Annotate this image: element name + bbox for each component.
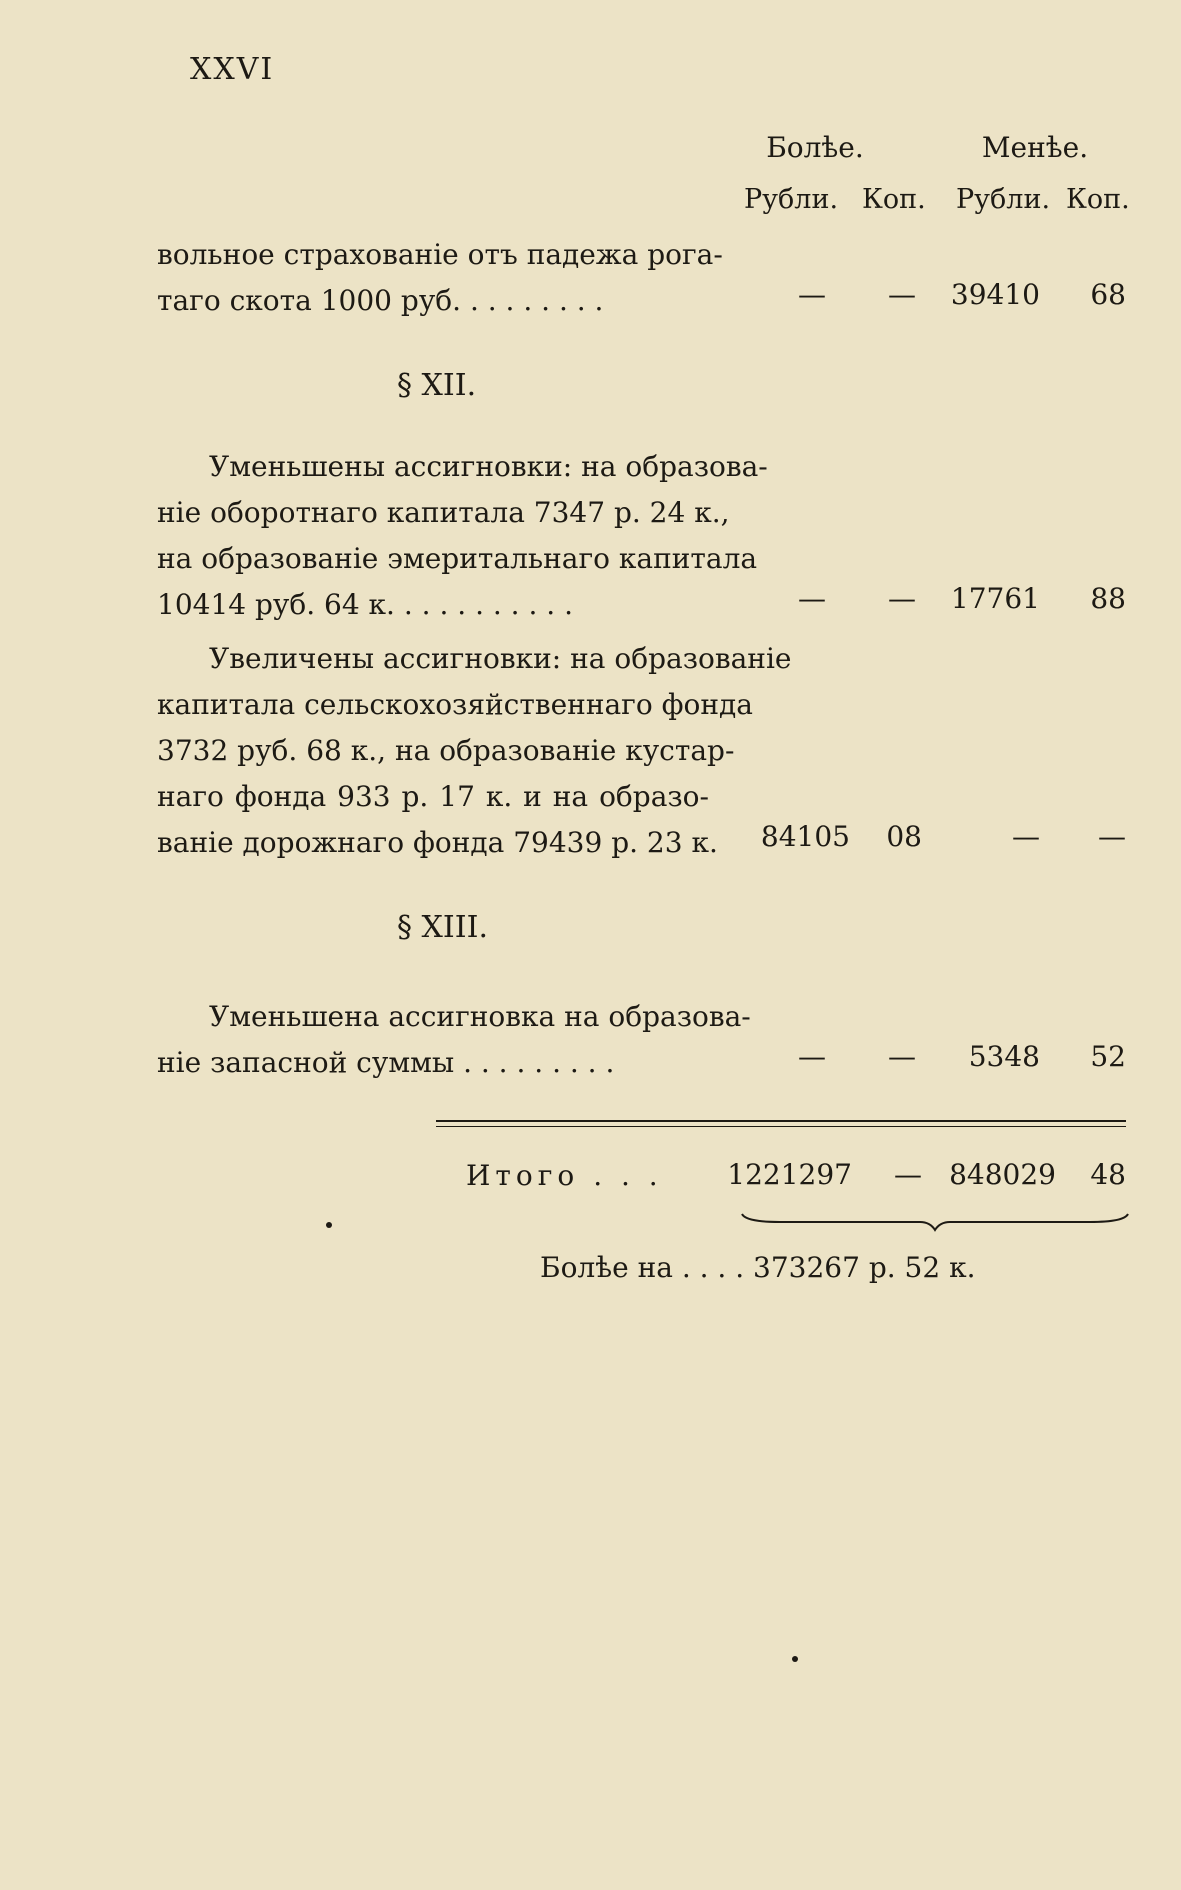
entry-livestock-insurance: [157, 232, 723, 324]
less-kopecks-value: 88: [1090, 582, 1126, 615]
total-rule-bottom: [436, 1126, 1126, 1127]
total-label: Итого . . .: [466, 1159, 663, 1192]
text-line: наго фонда 933 р. 17 к. и на образо-: [157, 780, 709, 813]
column-header-rubles-less: Рубли.: [956, 184, 1051, 215]
text-line: на образованіе эмеритальнаго капитала: [157, 542, 758, 575]
text-line: Увеличены ассигновки: на образованіе: [209, 642, 792, 675]
text-line: 10414 руб. 64 к. . . . . . . . . . .: [157, 588, 573, 621]
more-rubles-value: 84105: [760, 820, 850, 853]
text-line: 3732 руб. 68 к., на образованіе кустар-: [157, 734, 735, 767]
less-rubles-value: 17761: [950, 582, 1040, 615]
text-line: ваніе дорожнаго фонда 79439 р. 23 к.: [157, 826, 718, 859]
more-kopecks-value: —: [888, 582, 916, 615]
section-heading-xii: § XII.: [397, 368, 477, 403]
more-rubles-value: —: [798, 1040, 826, 1073]
more-rubles-value: —: [798, 278, 826, 311]
text-line: Уменьшена ассигновка на образова-: [209, 1000, 751, 1033]
more-kopecks-value: —: [888, 1040, 916, 1073]
text-line: капитала сельскохозяйственнаго фонда: [157, 688, 753, 721]
less-rubles-value: —: [1012, 820, 1040, 853]
total-rule-top: [436, 1120, 1126, 1122]
brace-line: [740, 1212, 1130, 1232]
more-kopecks-value: —: [888, 278, 916, 311]
ink-mark: [326, 1222, 332, 1228]
column-header-kopecks-more: Коп.: [862, 184, 926, 215]
less-kopecks-value: 52: [1090, 1040, 1126, 1073]
text-line: Уменьшены ассигновки: на образова-: [209, 450, 768, 483]
column-header-more: Болѣе.: [766, 131, 864, 164]
entry-increased-appropriations: [157, 636, 792, 866]
column-header-kopecks-less: Коп.: [1066, 184, 1130, 215]
page-number: XXVI: [190, 52, 275, 87]
more-rubles-value: —: [798, 582, 826, 615]
text-line: таго скота 1000 руб. . . . . . . . .: [157, 284, 604, 317]
less-kopecks-value: 68: [1090, 278, 1126, 311]
text-line: ніе запасной суммы . . . . . . . . .: [157, 1046, 615, 1079]
ink-mark: [792, 1656, 798, 1662]
text-line: ніе оборотнаго капитала 7347 р. 24 к.,: [157, 496, 730, 529]
total-less-rubles: 848029: [949, 1158, 1056, 1191]
total-more-rubles: 1221297: [727, 1158, 852, 1191]
less-kopecks-value: —: [1098, 820, 1126, 853]
column-header-less: Менѣе.: [981, 131, 1089, 164]
total-more-kopecks: —: [894, 1158, 922, 1191]
less-rubles-value: 39410: [950, 278, 1040, 311]
total-less-kopecks: 48: [1090, 1158, 1126, 1191]
difference-line: Болѣе на . . . . 373267 р. 52 к.: [540, 1251, 976, 1284]
section-heading-xiii: § XIII.: [397, 910, 488, 945]
entry-reduced-appropriations: [157, 444, 768, 628]
entry-reserve-fund: [157, 994, 751, 1086]
column-header-rubles-more: Рубли.: [744, 184, 839, 215]
text-line: вольное страхованіе отъ падежа рога-: [157, 238, 723, 271]
more-kopecks-value: 08: [886, 820, 922, 853]
less-rubles-value: 5348: [968, 1040, 1040, 1073]
